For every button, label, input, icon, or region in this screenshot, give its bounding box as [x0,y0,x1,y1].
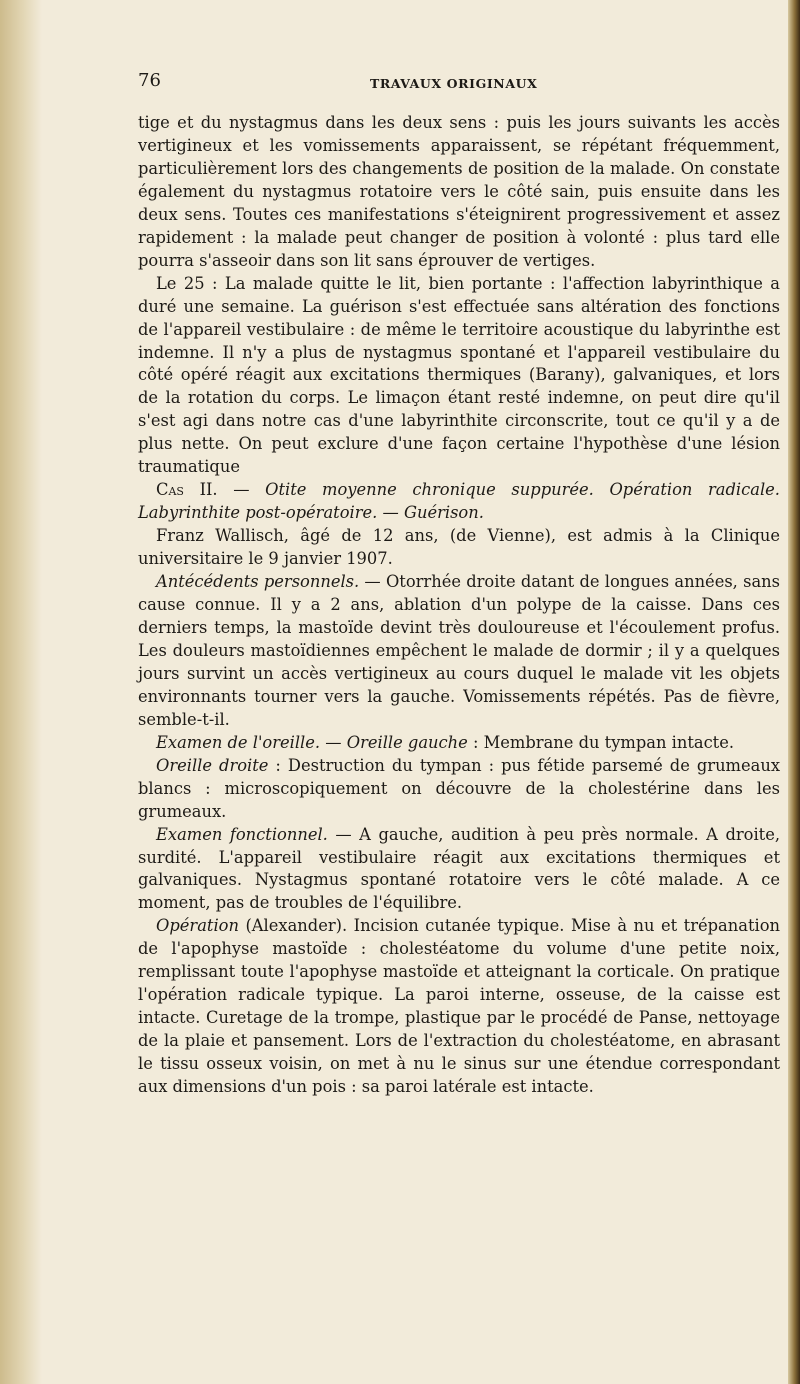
italic-text: Oreille droite [156,755,269,775]
italic-text: Otite moyenne chronique suppurée. Opération radicale. Labyrinthite post-opératoire. — Guérison. [138,480,780,523]
text-run: — A gauche, audition à peu près normale. A droite, surdité. L'appareil vestibulaire réagit aux excitations thermiques et galvaniques. Nystagmus spontané rotatoire vers le côté malade. A ce moment, pas de troubles de l'équilibre. [138,824,781,913]
paragraph [138,479,780,525]
paragraph [138,571,780,732]
paragraph [138,824,780,916]
text-run: : Membrane du tympan intacte. [467,732,735,752]
text-run: — [217,480,266,500]
italic-text: Examen fonctionnel. [156,824,328,844]
italic-text: Opération [156,916,239,936]
paragraph [138,525,780,571]
paragraph [138,915,780,1099]
italic-text: Oreille gauche [346,732,468,752]
running-head: TRAVAUX ORIGINAUX [370,76,538,91]
page-gutter-shadow [0,0,42,1384]
page-header [138,66,780,96]
text-run: Franz Wallisch, âgé de 12 ans, (de Vienne), est admis à la Clinique universitaire le 9 janvier 1907. [138,526,780,569]
case-label: Cas II. [156,480,218,500]
page-number: 76 [138,70,161,91]
text-run: (Alexander). Incision cutanée typique. Mise à nu et trépanation de l'apophyse mastoïde : cholestéatome du volume d'une petite noix, remplissant toute l'apophyse mastoïde et atteignant la corticale. On pratique l'opération radicale typique. La paroi interne, osseuse, de la caisse est intacte. Curetage de la trompe, plastique par le procédé de Panse, nettoyage de la plaie et pansement. Lors de l'extraction du cholestéatome, en abrasant le tissu osseux voisin, on met à nu le sinus sur une étendue correspondant aux dimensions d'un pois : sa paroi latérale est intacte. [138,916,780,1097]
paragraph [138,273,780,480]
text-run: Le 25 : La malade quitte le lit, bien portante : l'affection labyrinthique a duré une semaine. La guérison s'est effectuée sans altération des fonctions de l'appareil vestibulaire : de même le territoire acoustique du labyrinthe est indemne. Il n'y a plus de nystagmus spontané et l'appareil vestibulaire du côté opéré réagit aux excitations thermiques (Barany), galvaniques, et lors de la rotation du corps. Le limaçon étant resté indemne, on peut dire qu'il s'est agi dans notre cas d'une labyrinthite circonscrite, tout ce qu'il y a de plus nette. On peut exclure d'une façon certaine l'hypothèse d'une lésion traumatique [138,273,780,477]
page-edge [788,0,800,1384]
text-run: tige et du nystagmus dans les deux sens : puis les jours suivants les accès vertigineux et les vomissements apparaissent, se répétant fréquemment, particulièrement lors des changements de position de la malade. On constate également du nystagmus rotatoire vers le côté sain, puis ensuite dans les deux sens. Toutes ces manifestations s'éteignirent progressivement et assez rapidement : la malade peut changer de position à volonté : plus tard elle pourra s'asseoir dans son lit sans éprouver de vertiges. [138,113,780,270]
paragraph [138,732,780,755]
paragraph [138,112,780,273]
text-run: — Otorrhée droite datant de longues années, sans cause connue. Il y a 2 ans, ablation d'un polype de la caisse. Dans ces derniers temps, la mastoïde devint très douloureuse et l'écoulement profus. Les douleurs mastoïdiennes empêchent le malade de dormir ; il y a quelques jours survint un accès vertigineux au cours duquel le malade vit les objets environnants tourner vers la gauche. Vomissements répétés. Pas de fièvre, semble-t-il. [138,572,780,729]
text-run: : Destruction du tympan : pus fétide parsemé de grumeaux blancs : microscopiquement on découvre de la cholestérine dans les grumeaux. [138,755,781,821]
paragraph [138,755,780,824]
text-run: — [320,732,347,752]
book-page [138,66,780,1099]
italic-text: Antécédents personnels. [156,572,360,592]
article-body [138,112,780,1099]
italic-text: Examen de l'oreille. [156,732,321,752]
